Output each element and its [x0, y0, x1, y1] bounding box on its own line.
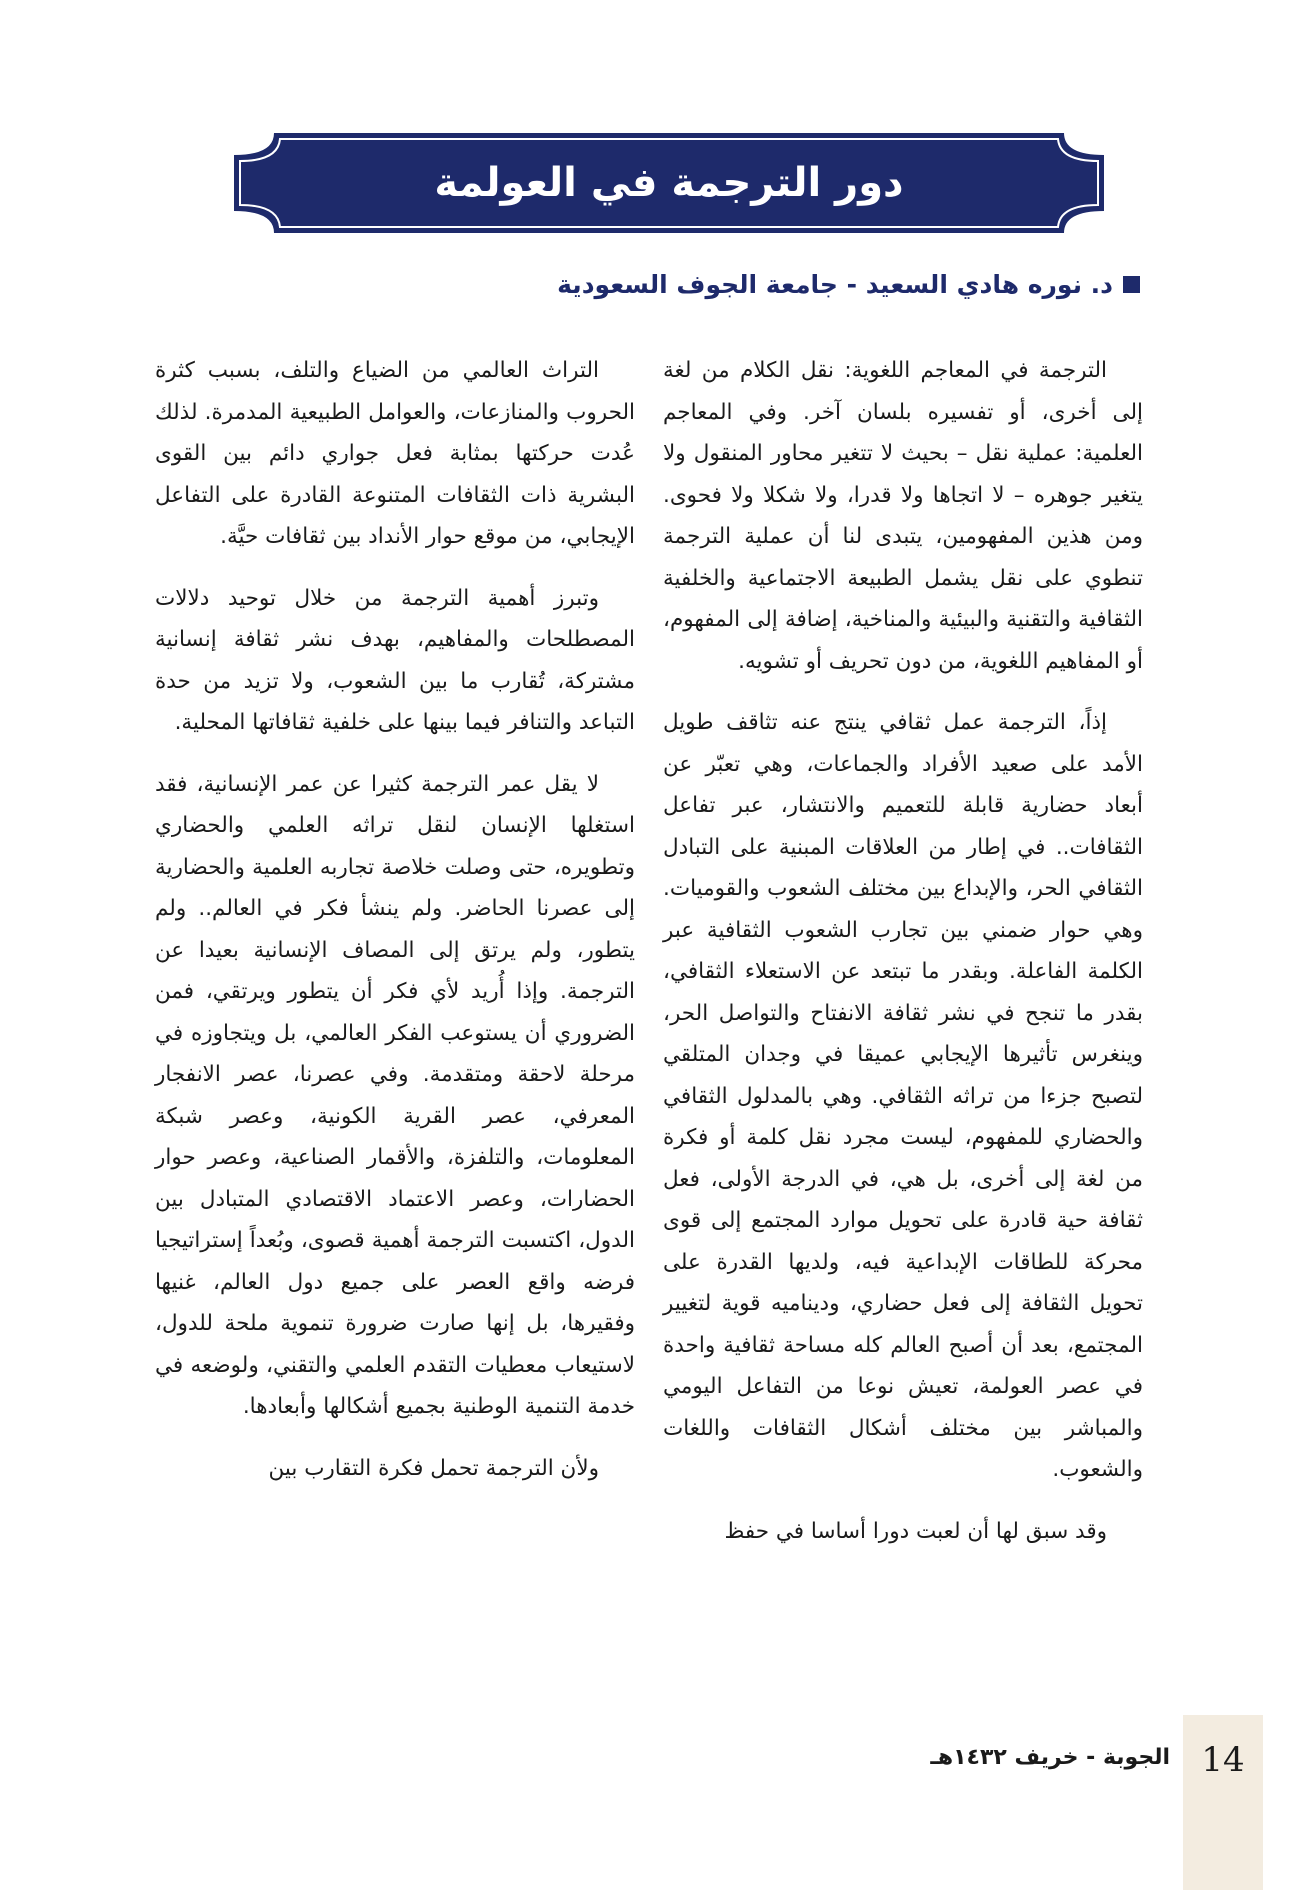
article-title: دور الترجمة في العولمة	[434, 160, 904, 206]
column-right	[663, 350, 1143, 1572]
issue-label: الجوبة - خريف ١٤٣٢هـ	[930, 1745, 1170, 1770]
paragraph: ولأن الترجمة تحمل فكرة التقارب بين	[268, 1455, 599, 1481]
paragraph: وقد سبق لها أن لعبت دورا أساسا في حفظ	[724, 1518, 1107, 1544]
paragraph: وتبرز أهمية الترجمة من خلال توحيد دلالات المصطلحات والمفاهيم، بهدف نشر ثقافة إنسانية مشتركة، تُقارب ما بين الشعوب، ولا تزيد من حدة التباعد والتنافر فيما بينها على خلفية ثقافاتها المحلية.	[155, 585, 635, 735]
square-bullet-icon	[1123, 276, 1140, 293]
title-banner	[234, 133, 1104, 233]
paragraph: التراث العالمي من الضياع والتلف، بسبب كثرة الحروب والمنازعات، والعوامل الطبيعية المدمرة. لذلك عُدت حركتها بمثابة فعل جواري دائم بين القوى البشرية ذات الثقافات المتنوعة القادرة على التفاعل الإيجابي، من موقع حوار الأنداد بين ثقافات حيَّة.	[155, 358, 635, 549]
paragraph: إذاً، الترجمة عمل ثقافي ينتج عنه تثاقف طويل الأمد على صعيد الأفراد والجماعات، وهي تعبّر عن أبعاد حضارية قابلة للتعميم والانتشار، عبر تفاعل الثقافات.. في إطار من العلاقات المبنية على التبادل الثقافي الحر، والإبداع بين مختلف الشعوب والقوميات. وهي حوار ضمني بين تجارب الشعوب الثقافية عبر الكلمة الفاعلة. وبقدر ما تبتعد عن الاستعلاء الثقافي، بقدر ما تنجح في نشر ثقافة الانفتاح والتواصل الحر، وينغرس تأثيرها الإيجابي عميقا في وجدان المتلقي لتصبح جزءا من تراثه الثقافي. وهي بالمدلول الثقافي والحضاري للمفهوم، ليست مجرد نقل كلمة أو فكرة من لغة إلى أخرى، بل هي، في الدرجة الأولى، فعل ثقافة حية قادرة على تحويل موارد المجتمع إلى قوى محركة للطاقات الإبداعية فيه، ولديها القدرة على تحويل الثقافة إلى فعل حضاري، وديناميه قوية لتغيير المجتمع، بعد أن أصبح العالم كله مساحة ثقافية واحدة في عصر العولمة، تعيش نوعا من التفاعل اليومي والمباشر بين مختلف أشكال الثقافات واللغات والشعوب.	[663, 710, 1143, 1482]
author-byline	[557, 270, 1140, 299]
paragraph: لا يقل عمر الترجمة كثيرا عن عمر الإنسانية، فقد استغلها الإنسان لنقل تراثه العلمي والحضاري وتطويره، حتى وصلت خلاصة تجاربه العلمية والحضارية إلى عصرنا الحاضر. ولم ينشأ فكر في العالم.. ولم يتطور، ولم يرتق إلى المصاف الإنسانية بعيدا عن الترجمة. وإذا أُريد لأي فكر أن يتطور ويرتقي، فمن الضروري أن يستوعب الفكر العالمي، بل ويتجاوزه في مرحلة لاحقة ومتقدمة. وفي عصرنا، عصر الانفجار المعرفي، عصر القرية الكونية، وعصر شبكة المعلومات، والتلفزة، والأقمار الصناعية، وعصر حوار الحضارات، وعصر الاعتماد الاقتصادي المتبادل بين الدول، اكتسبت الترجمة أهمية قصوى، وبُعداً إستراتيجيا فرضه واقع العصر على جميع دول العالم، غنيها وفقيرها، بل إنها صارت ضرورة تنموية ملحة للدول، لاستيعاب معطيات التقدم العلمي والتقني، ولوضعه في خدمة التنمية الوطنية بجميع أشكالها وأبعادها.	[155, 771, 635, 1419]
author-name: د. نوره هادي السعيد - جامعة الجوف السعودية	[557, 270, 1113, 299]
column-left	[155, 350, 635, 1509]
paragraph: الترجمة في المعاجم اللغوية: نقل الكلام من لغة إلى أخرى، أو تفسيره بلسان آخر. وفي المعاجم العلمية: عملية نقل – بحيث لا تتغير محاور المنقول ولا يتغير جوهره – لا اتجاها ولا قدرا، ولا شكلا ولا فحوى. ومن هذين المفهومين، يتبدى لنا أن عملية الترجمة تنطوي على نقل يشمل الطبيعة الاجتماعية والخلفية الثقافية والتقنية والبيئية والمناخية، إضافة إلى المفهوم، أو المفاهيم اللغوية، من دون تحريف أو تشويه.	[663, 358, 1143, 674]
page-number: 14	[1201, 1740, 1245, 1780]
